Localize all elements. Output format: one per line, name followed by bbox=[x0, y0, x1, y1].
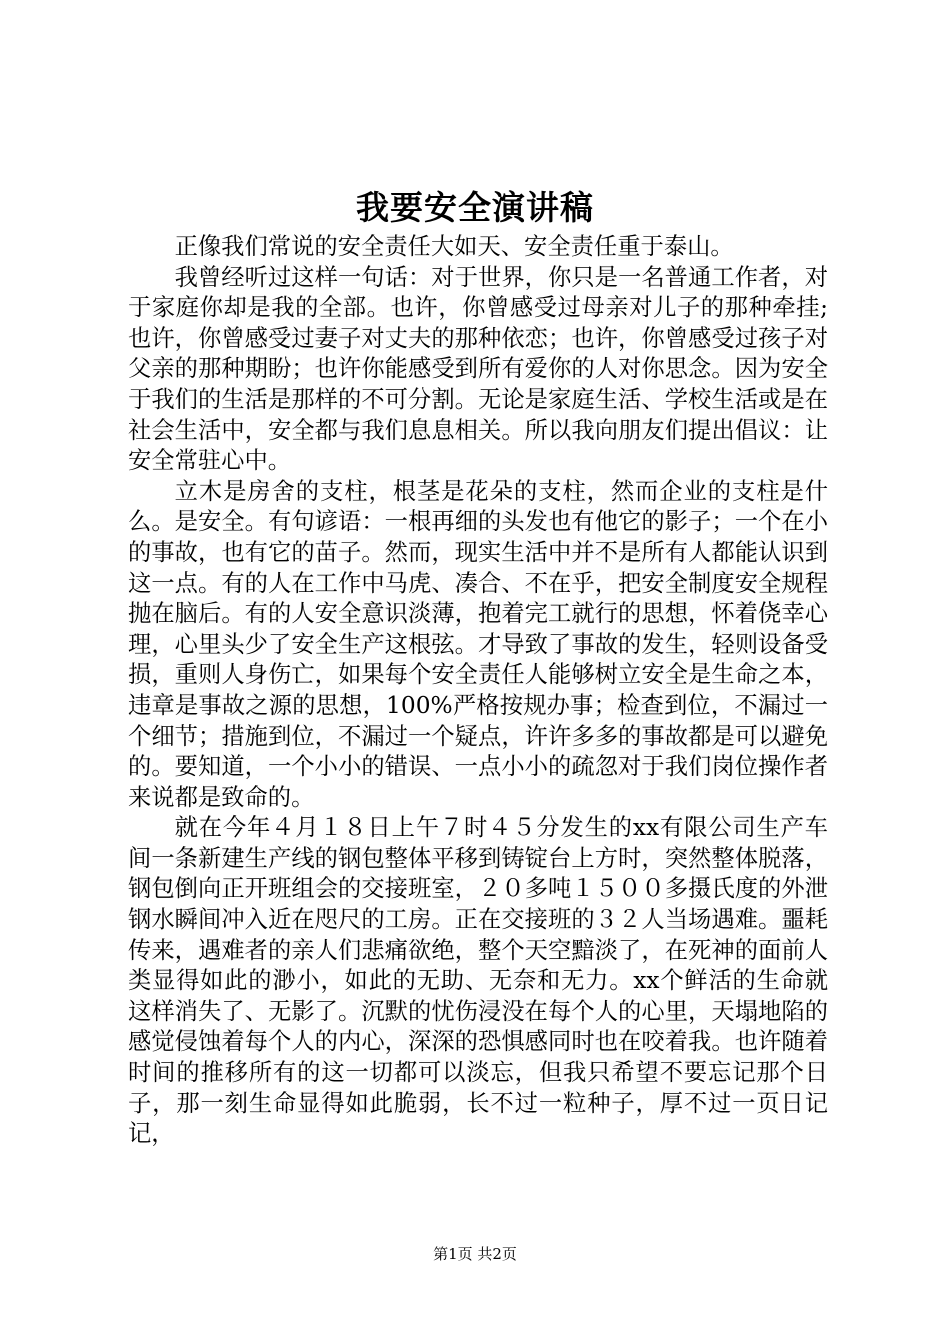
paragraph-4: 就在今年４月１８日上午７时４５分发生的xx有限公司生产车间一条新建生产线的钢包整体平移到铸锭台上方时，突然整体脱落，钢包倒向正开班组会的交接班室，２０多吨１５００多摄氏度的外泄钢水瞬间冲入近在咫尺的工房。正在交接班的３２人当场遇难。噩耗传来，遇难者的亲人们悲痛欲绝，整个天空黯淡了，在死神的面前人类显得如此的渺小，如此的无助、无奈和无力。xx个鲜活的生命就这样消失了、无影了。沉默的忧伤浸没在每个人的心里，天塌地陷的感觉侵蚀着每个人的内心，深深的恐惧感同时也在咬着我。也许随着时间的推移所有的这一切都可以淡忘，但我只希望不要忘记那个日子，那一刻生命显得如此脆弱，长不过一粒种子，厚不过一页日记记， bbox=[128, 814, 828, 1148]
paragraph-1: 正像我们常说的安全责任大如天、安全责任重于泰山。 bbox=[174, 233, 734, 260]
document-title: 我要安全演讲稿 bbox=[356, 188, 594, 227]
paragraph-3: 立木是房舍的支柱，根茎是花朵的支柱，然而企业的支柱是什么。是安全。有句谚语：一根再细的头发也有他它的影子；一个在小的事故，也有它的苗子。然而，现实生活中并不是所有人都能认识到这一点。有的人在工作中马虎、凑合、不在乎，把安全制度安全规程抛在脑后。有的人安全意识淡薄，抱着完工就行的思想，怀着侥幸心理，心里头少了安全生产这根弦。才导致了事故的发生，轻则设备受损，重则人身伤亡，如果每个安全责任人能够树立安全是生命之本，违章是事故之源的思想，100%严格按规办事；检查到位，不漏过一个细节；措施到位，不漏过一个疑点，许许多多的事故都是可以避免的。要知道，一个小小的错误、一点小小的疏忽对于我们岗位操作者来说都是致命的。 bbox=[128, 477, 828, 811]
paragraph-2: 我曾经听过这样一句话：对于世界，你只是一名普通工作者，对于家庭你却是我的全部。也许，你曾感受过母亲对儿子的那种牵挂;也许，你曾感受过妻子对丈夫的那种依恋；也许，你曾感受过孩子对父亲的那种期盼；也许你能感受到所有爱你的人对你思念。因为安全于我们的生活是那样的不可分割。无论是家庭生活、学校生活或是在社会生活中，安全都与我们息息相关。所以我向朋友们提出倡议：让安全常驻心中。 bbox=[128, 263, 828, 475]
document-body bbox=[128, 232, 828, 1150]
page-number-footer: 第1页 共2页 bbox=[433, 1245, 517, 1263]
